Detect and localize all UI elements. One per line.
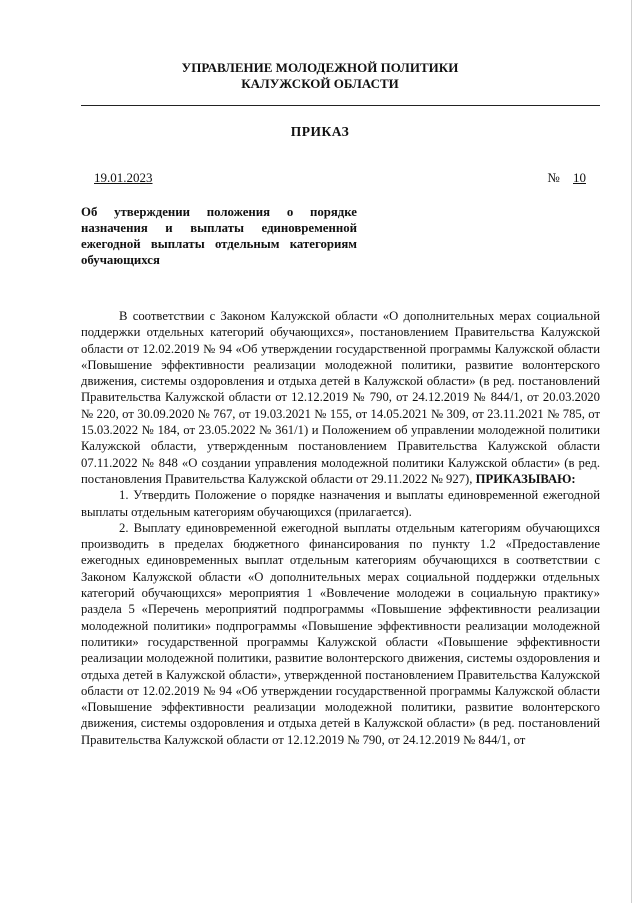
body-paragraph-item-2: 2. Выплату единовременной ежегодной выплаты отдельным категориям обучающихся производить в пределах бюджетного финансирования по пункту 1.2 «Предоставление ежегодных единовременных выплат отдельным категориям обучающихся в соответствии с Законом Калужской области «О дополнительных мерах социальной поддержки отдельных категорий обучающихся» мероприятия 1 «Вовлечение молодежи в социальную практику» раздела 5 «Перечень мероприятий подпрограммы «Повышение эффективности реализации молодежной политики» подпрограммы «Повышение эффективности реализации молодежной политики» государственной программы Калужской области «Повышение эффективности реализации молодежной политики, развитие волонтерского движения, системы оздоровления и отдыха детей в Калужской области», утвержденной постановлением Правительства Калужской области от 12.02.2019 № 94 «Об утверждении государственной программы Калужской области «Повышение эффективности реализации молодежной политики, развитие волонтерского движения, системы оздоровления и отдыха детей в Калужской области» (в ред. постановлений Правительства Калужской области от 12.12.2019 № 790, от 24.12.2019 № 844/1, от (81, 520, 600, 747)
order-number (547, 170, 596, 186)
issuer-header (0, 60, 640, 92)
preamble-text: В соответствии с Законом Калужской области «О дополнительных мерах социальной поддержки отдельных категорий обучающихся», постановлением Правительства Калужской области от 12.02.2019 № 94 «Об утверждении государственной программы Калужской области «Повышение эффективности реализации молодежной политики, развитие волонтерского движения, системы оздоровления и отдыха детей в Калужской области» (в ред. постановлений Правительства Калужской области от 12.12.2019 № 790, от 24.12.2019 № 844/1, от 20.03.2020 № 220, от 30.09.2020 № 767, от 19.03.2021 № 155, от 14.05.2021 № 309, от 23.11.2021 № 785, от 15.03.2022 № 184, от 23.05.2022 № 361/1) и Положением об управлении молодежной политики Калужской области, утвержденным постановлением Правительства Калужской области 07.11.2022 № 848 «О создании управления молодежной политики Калужской области» (в ред. постановления Правительства Калужской области от 29.11.2022 № 927), (81, 309, 600, 486)
scan-edge-line (631, 0, 632, 903)
order-subject: Об утверждении положения о порядке назначения и выплаты единовременной ежегодной выплаты отдельным категориям обучающихся (81, 205, 357, 267)
number-sign: № (547, 170, 560, 185)
order-date: 19.01.2023 (94, 170, 153, 185)
issuer-line-1: УПРАВЛЕНИЕ МОЛОДЕЖНОЙ ПОЛИТИКИ (181, 60, 459, 75)
header-divider (81, 105, 600, 106)
order-body (81, 308, 600, 748)
body-paragraph-item-1: 1. Утвердить Положение о порядке назначения и выплаты единовременной ежегодной выплаты отдельным категориям обучающихся (прилагается). (81, 488, 600, 519)
number-value: 10 (573, 170, 586, 185)
document-type-title: ПРИКАЗ (290, 124, 350, 139)
order-keyword: ПРИКАЗЫВАЮ: (475, 471, 576, 486)
issuer-line-2: КАЛУЖСКОЙ ОБЛАСТИ (241, 76, 399, 91)
body-paragraph-preamble (81, 308, 600, 487)
